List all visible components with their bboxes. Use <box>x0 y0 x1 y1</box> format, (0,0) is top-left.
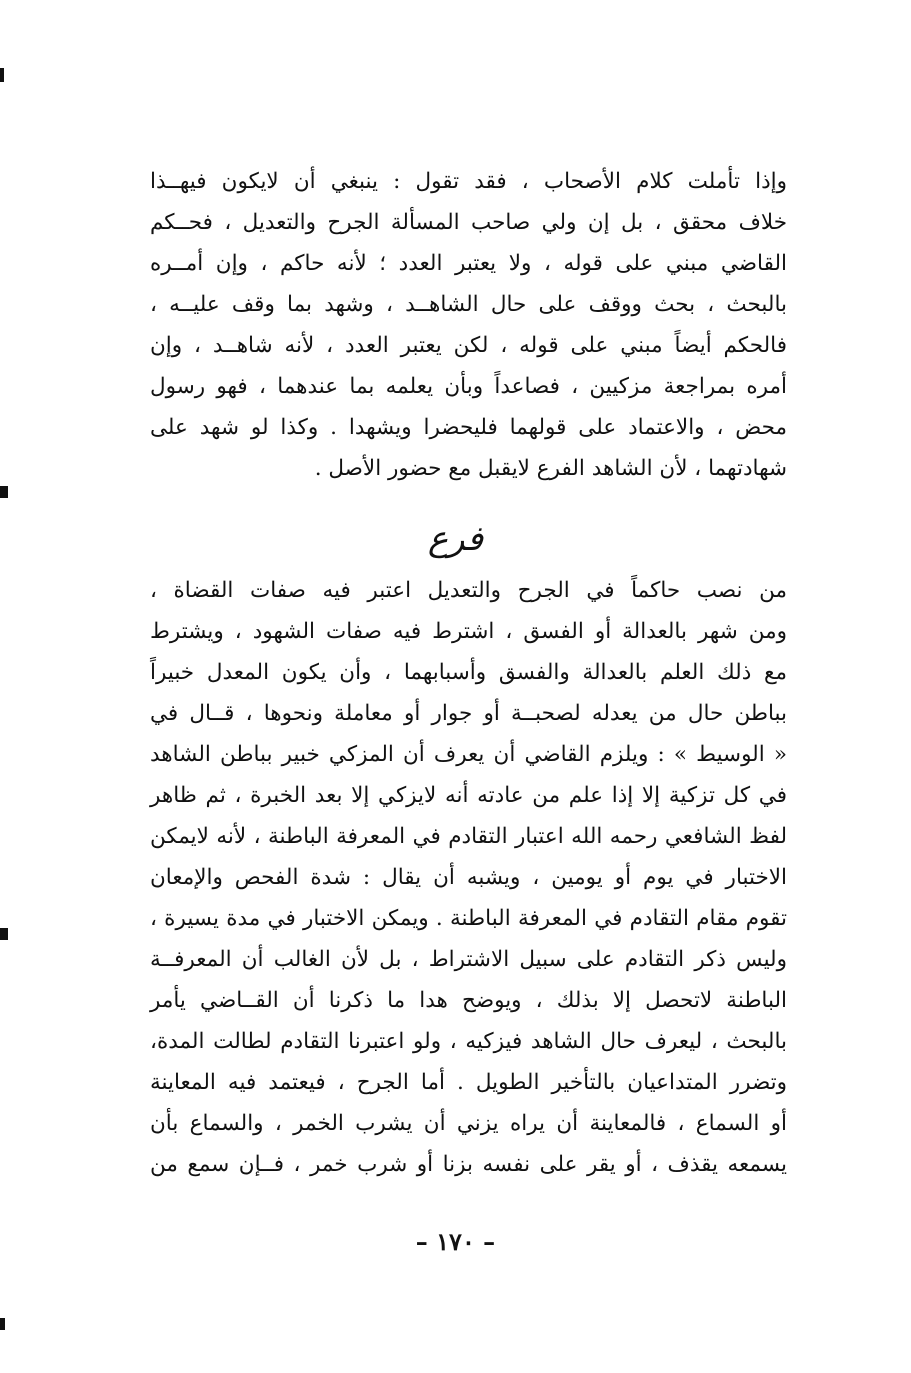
text-line: في كل تزكية إلا إذا علم من عادته أنه لايزكي إلا بعد الخبرة ، ثم ظاهر <box>150 783 787 808</box>
text-line: تقوم مقام التقادم في المعرفة الباطنة . ويمكن الاختبار في مدة يسيرة ، <box>150 906 787 931</box>
text-line: يسمعه يقذف ، أو يقر على نفسه بزنا أو شرب خمر ، فــإن سمع من <box>150 1152 787 1177</box>
scan-edge-mark <box>0 928 8 940</box>
text-line: بالبحث ، بحث ووقف على حال الشاهــد ، وشهد بما وقف عليــه ، <box>150 292 787 317</box>
text-line: من نصب حاكماً في الجرح والتعديل اعتبر فيه صفات القضاة ، <box>150 578 787 603</box>
text-line: الباطنة لاتحصل إلا بذلك ، ويوضح هدا ما ذكرنا أن القــاضي يأمر <box>150 988 787 1013</box>
text-line: أمره بمراجعة مزكيين ، فصاعداً وبأن يعلمه بما عندهما ، فهو رسول <box>150 374 787 399</box>
text-line: وإذا تأملت كلام الأصحاب ، فقد تقول : ينبغي أن لايكون فيهــذا <box>150 169 787 194</box>
scan-edge-mark <box>0 1318 5 1330</box>
paragraph-1 <box>150 161 787 489</box>
text-line: مع ذلك العلم بالعدالة والفسق وأسبابهما ، وأن يكون المعدل خبيراً <box>150 660 787 685</box>
text-line: لفظ الشافعي رحمه الله اعتبار التقادم في المعرفة الباطنة ، لأنه لايمكن <box>150 824 787 849</box>
text-line: ومن شهر بالعدالة أو الفسق ، اشترط فيه صفات الشهود ، ويشترط <box>150 619 787 644</box>
text-line: القاضي مبني على قوله ، ولا يعتبر العدد ؛ لأنه حاكم ، وإن أمــره <box>150 251 787 276</box>
text-line: الاختبار في يوم أو يومين ، ويشبه أن يقال : شدة الفحص والإمعان <box>150 865 787 890</box>
text-line: شهادتهما ، لأن الشاهد الفرع لايقبل مع حضور الأصل . <box>314 456 787 481</box>
text-line: بباطن حال من يعدله لصحبــة أو جوار أو معاملة ونحوها ، قــال في <box>150 701 787 726</box>
text-line: خلاف محقق ، بل إن ولي صاحب المسألة الجرح والتعديل ، فحــكم <box>150 210 787 235</box>
scan-edge-mark <box>0 68 4 82</box>
page-number: – ١٧٠ – <box>415 1227 496 1256</box>
text-line: « الوسيط » : ويلزم القاضي أن يعرف أن المزكي خبير بباطن الشاهد <box>150 742 787 767</box>
section-heading: فرع <box>427 519 484 559</box>
text-line: محض ، والاعتماد على قولهما فليحضرا ويشهدا . وكذا لو شهد على <box>150 415 787 440</box>
text-line: بالبحث ، ليعرف حال الشاهد فيزكيه ، ولو اعتبرنا التقادم لطالت المدة، <box>150 1029 788 1054</box>
text-line: وتضرر المتداعيان بالتأخير الطويل . أما الجرح ، فيعتمد فيه المعاينة <box>150 1070 787 1095</box>
scan-edge-mark <box>0 486 8 498</box>
text-line: أو السماع ، فالمعاينة أن يراه يزني أن يشرب الخمر ، والسماع بأن <box>150 1111 787 1136</box>
text-line: وليس ذكر التقادم على سبيل الاشتراط ، بل لأن الغالب أن المعرفــة <box>150 947 787 972</box>
paragraph-2 <box>150 570 787 1185</box>
text-line: فالحكم أيضاً مبني على قوله ، لكن يعتبر العدد ، لأنه شاهــد ، وإن <box>150 333 787 358</box>
